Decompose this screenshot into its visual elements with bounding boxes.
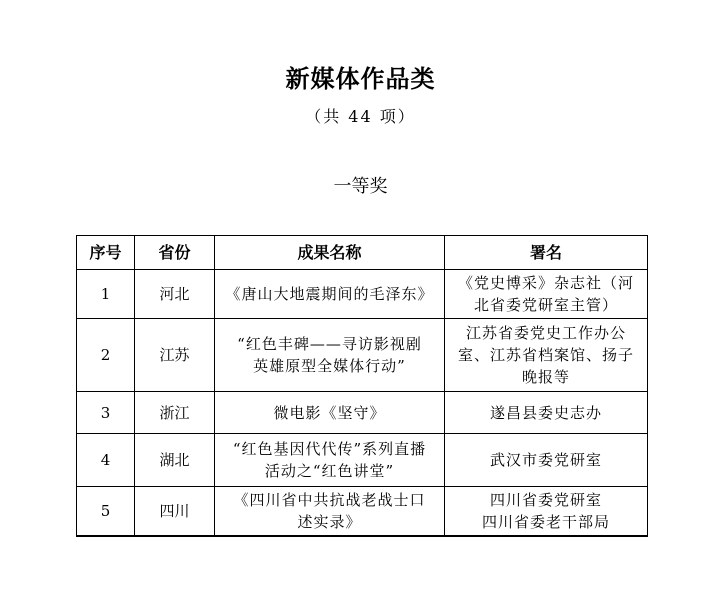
row-province: 湖北 [135, 434, 215, 487]
row-work-title [215, 487, 445, 537]
author-line: 遂昌县委史志办 [489, 403, 602, 422]
work-title-line: “红色丰碑——寻访影视剧 [237, 335, 422, 353]
works-table [76, 235, 648, 537]
row-number: 1 [77, 270, 135, 319]
table-row [77, 392, 648, 434]
table-row [77, 487, 648, 537]
award-level-heading: 一等奖 [333, 176, 388, 197]
row-province: 江苏 [135, 319, 215, 392]
author-line: 晚报等 [521, 368, 570, 386]
work-title-line: 《四川省中共抗战老战士口 [233, 491, 426, 509]
row-work-title [215, 319, 445, 392]
row-author [445, 434, 648, 487]
row-work-title [215, 392, 445, 434]
header-author: 署名 [445, 236, 648, 270]
page-title: 新媒体作品类 [285, 65, 436, 93]
author-line: 北省委党研室主管） [473, 296, 618, 314]
table-row [77, 270, 648, 319]
work-title-line: 英雄原型全媒体行动” [253, 357, 406, 375]
row-province: 浙江 [135, 392, 215, 434]
row-number: 3 [77, 392, 135, 434]
row-author [445, 319, 648, 392]
row-number: 4 [77, 434, 135, 487]
header-number: 序号 [77, 236, 135, 270]
row-number: 2 [77, 319, 135, 392]
author-line: 室、江苏省档案馆、扬子 [457, 346, 634, 364]
author-line: 江苏省委党史工作办公 [465, 324, 626, 342]
table-row [77, 319, 648, 392]
work-title-line: “红色基因代代传”系列直播 [232, 440, 427, 458]
author-line: 武汉市委党研室 [489, 451, 602, 469]
header-province: 省份 [135, 236, 215, 270]
row-number: 5 [77, 487, 135, 537]
item-count: （共 44 项） [305, 107, 416, 126]
author-line: 《党史博采》杂志社（河 [457, 274, 634, 292]
author-line: 四川省委老干部局 [481, 513, 610, 531]
work-title-line: 述实录》 [297, 513, 362, 531]
work-title-line: 活动之“红色讲堂” [264, 462, 395, 480]
row-work-title [215, 270, 445, 319]
row-author [445, 270, 648, 319]
row-author [445, 487, 648, 537]
header-work-title: 成果名称 [215, 236, 445, 270]
row-province: 河北 [135, 270, 215, 319]
table-row [77, 434, 648, 487]
author-line: 四川省委党研室 [489, 491, 602, 509]
row-work-title [215, 434, 445, 487]
work-title-line: 微电影《坚守》 [273, 403, 386, 422]
table-header-row [77, 236, 648, 270]
work-title-line: 《唐山大地震期间的毛泽东》 [225, 285, 434, 303]
row-author [445, 392, 648, 434]
row-province: 四川 [135, 487, 215, 537]
